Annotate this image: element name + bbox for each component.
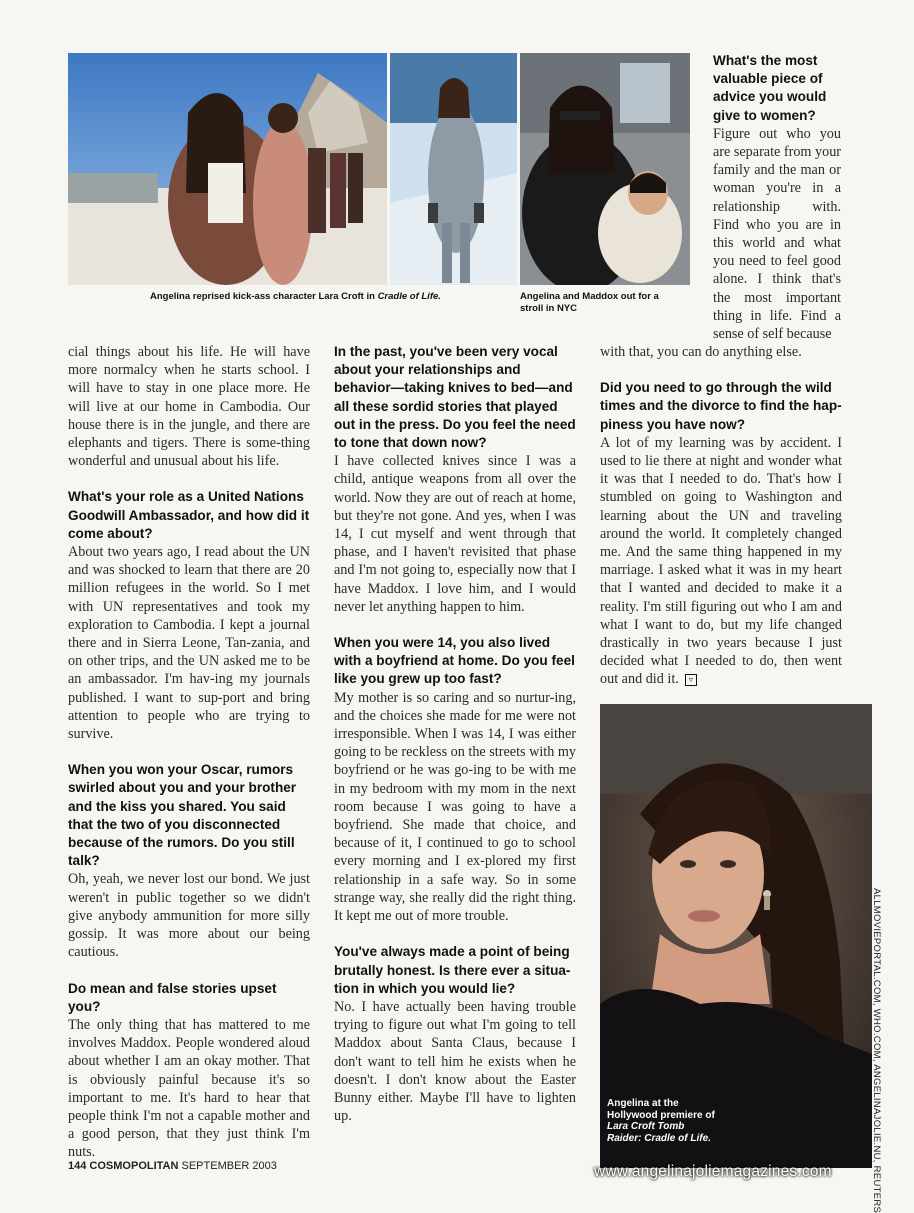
end-of-article-icon: ▿ bbox=[685, 674, 697, 686]
col1-answer-3: The only thing that has mattered to me involves Maddox. People wondered aloud about whether I am an okay mother. That is obviously painful because it's so important to me. It's hard to hear that people think I'm not a capable mother and a good person, that they just think I'm nuts. bbox=[68, 1016, 310, 1161]
col1-intro-paragraph: cial things about his life. He will have more normalcy when he starts school. I will have to stay in one place more. He will live at our home in Cambodia. Our house there is in the jungle, and there are elephants and tigers. There is some-thing wonderful and unusual about his life. bbox=[68, 344, 310, 470]
col2-question-2: When you were 14, you also lived with a boyfriend at home. Do you feel like you grew up too fast? bbox=[334, 635, 575, 687]
col1-question-2: When you won your Oscar, rumors swirled about you and your brother and the kiss you shared. You said that the two of you disconnected because of the rumors. Do you still talk? bbox=[68, 762, 297, 869]
page-footer bbox=[68, 1160, 277, 1172]
col1-answer-2: Oh, yeah, we never lost our bond. We just weren't in public together so we didn't give anybody ammunition for more silly gossip. It was more about our being cautious. bbox=[68, 871, 310, 961]
issue-date: SEPTEMBER 2003 bbox=[181, 1160, 277, 1172]
col2-answer-1: I have collected knives since I was a child, antique weapons from all over the world. Now they are out of reach at home, but they're not gone. And yes, when I was 14, I cut myself and went through that phase, and I haven't revisited that phase and I'm not going to, especially now that I have Maddox. I love him, and I would never let anything happen to him. bbox=[334, 453, 576, 615]
maddox-stroll-photo bbox=[520, 53, 690, 285]
col1-question-3: Do mean and false stories upset you? bbox=[68, 980, 277, 1014]
col3-answer-1-continued: with that, you can do anything else. bbox=[600, 344, 802, 360]
article-column-2 bbox=[334, 343, 576, 1143]
article-column-1 bbox=[68, 343, 310, 1180]
photo-credit: ALLMOVIEPORTAL.COM, WHO.COM, ANGELINAJOLIE.NU, REUTERS bbox=[871, 888, 882, 1213]
col3-answer-2: A lot of my learning was by accident. I used to lie there at night and wonder what it was that I needed to do. That's how I stumbled on going to Washington and learning about the UN and traveling around the world. It completely changed me. And the same thing happened in my marriage. I asked what it was in my heart that I wanted and decided to make it a reality. I'm still figuring out who I am and what I want to do, but my life changed drastically in two years because I just decided what I needed to do, then went out and did it. bbox=[600, 434, 842, 688]
article-column-3 bbox=[600, 343, 842, 707]
col2-answer-2: My mother is so caring and so nurtur-ing, and the choices she made for me were not irresponsible. When I was 14, I was either going to be reckless on the streets with my boyfriend or he was go-ing to be with me in my bedroom with my mom in the next room because I was going to have a boyfriend. She made that choice, and because of it, I continued to go to school every morning and I ex-plored my first relationship in a safe way. So in some strange way, she really did the right thing. It kept me out of more trouble. bbox=[334, 689, 576, 925]
col3-answer-1: Figure out who you are separate from your family and the man or woman you're in a relationship with. Find who you are in this world and what you need to feel good alone. I think that's the most important thing in life. Find a sense of self because bbox=[713, 125, 842, 343]
nyc-photo-caption: Angelina and Maddox out for a stroll in NYC bbox=[520, 291, 659, 314]
site-watermark: www.angelinajoliemagazines.com bbox=[594, 1163, 832, 1180]
col2-question-3: You've always made a point of being brutally honest. Is there ever a situa-tion in which you would lie? bbox=[334, 944, 571, 996]
lara-croft-photo bbox=[390, 53, 517, 285]
col2-answer-3: No. I have actually been having trouble trying to figure out what I'm going to tell Maddox about Santa Claus, because I don't want to tell him he exists when he doesn't. I don't know about the Easter Bunny either. Maybe I'll have to lighten up. bbox=[334, 998, 576, 1125]
page-number: 144 bbox=[68, 1160, 87, 1172]
col1-answer-1: About two years ago, I read about the UN and was shocked to learn that there are 20 million refugees in the world. So I met with UN representatives and took my exploration to Cambodia. I kept a journal there and in Sierra Leone, Tan-zania, and on other trips, and the UN asked me to be an ambassador. I'm hav-ing my journals published. I want to sup-port and bring attention to people who are trying to survive. bbox=[68, 544, 310, 743]
desert-photo bbox=[68, 53, 387, 285]
premiere-photo-caption: Angelina at the Hollywood premiere of Lara Croft Tomb Raider: Cradle of Life. bbox=[607, 1098, 715, 1144]
article-column-3-top bbox=[713, 52, 841, 343]
col1-question-1: What's your role as a United Nations Goodwill Ambassador, and how did it come about? bbox=[68, 489, 310, 541]
magazine-name: COSMOPOLITAN bbox=[89, 1160, 179, 1172]
col3-question-1: What's the most valuable piece of advice you would give to women? bbox=[713, 53, 827, 123]
desert-photo-caption: Angelina reprised kick-ass character Lara Croft in Cradle of Life. bbox=[150, 291, 441, 302]
col3-question-2: Did you need to go through the wild times and the divorce to find the hap-piness you have now? bbox=[600, 380, 842, 432]
col2-question-1: In the past, you've been very vocal about your relationships and behavior—taking knives to bed—and all these sordid stories that played out in the press. Do you feel the need to tone that down now? bbox=[334, 344, 576, 451]
